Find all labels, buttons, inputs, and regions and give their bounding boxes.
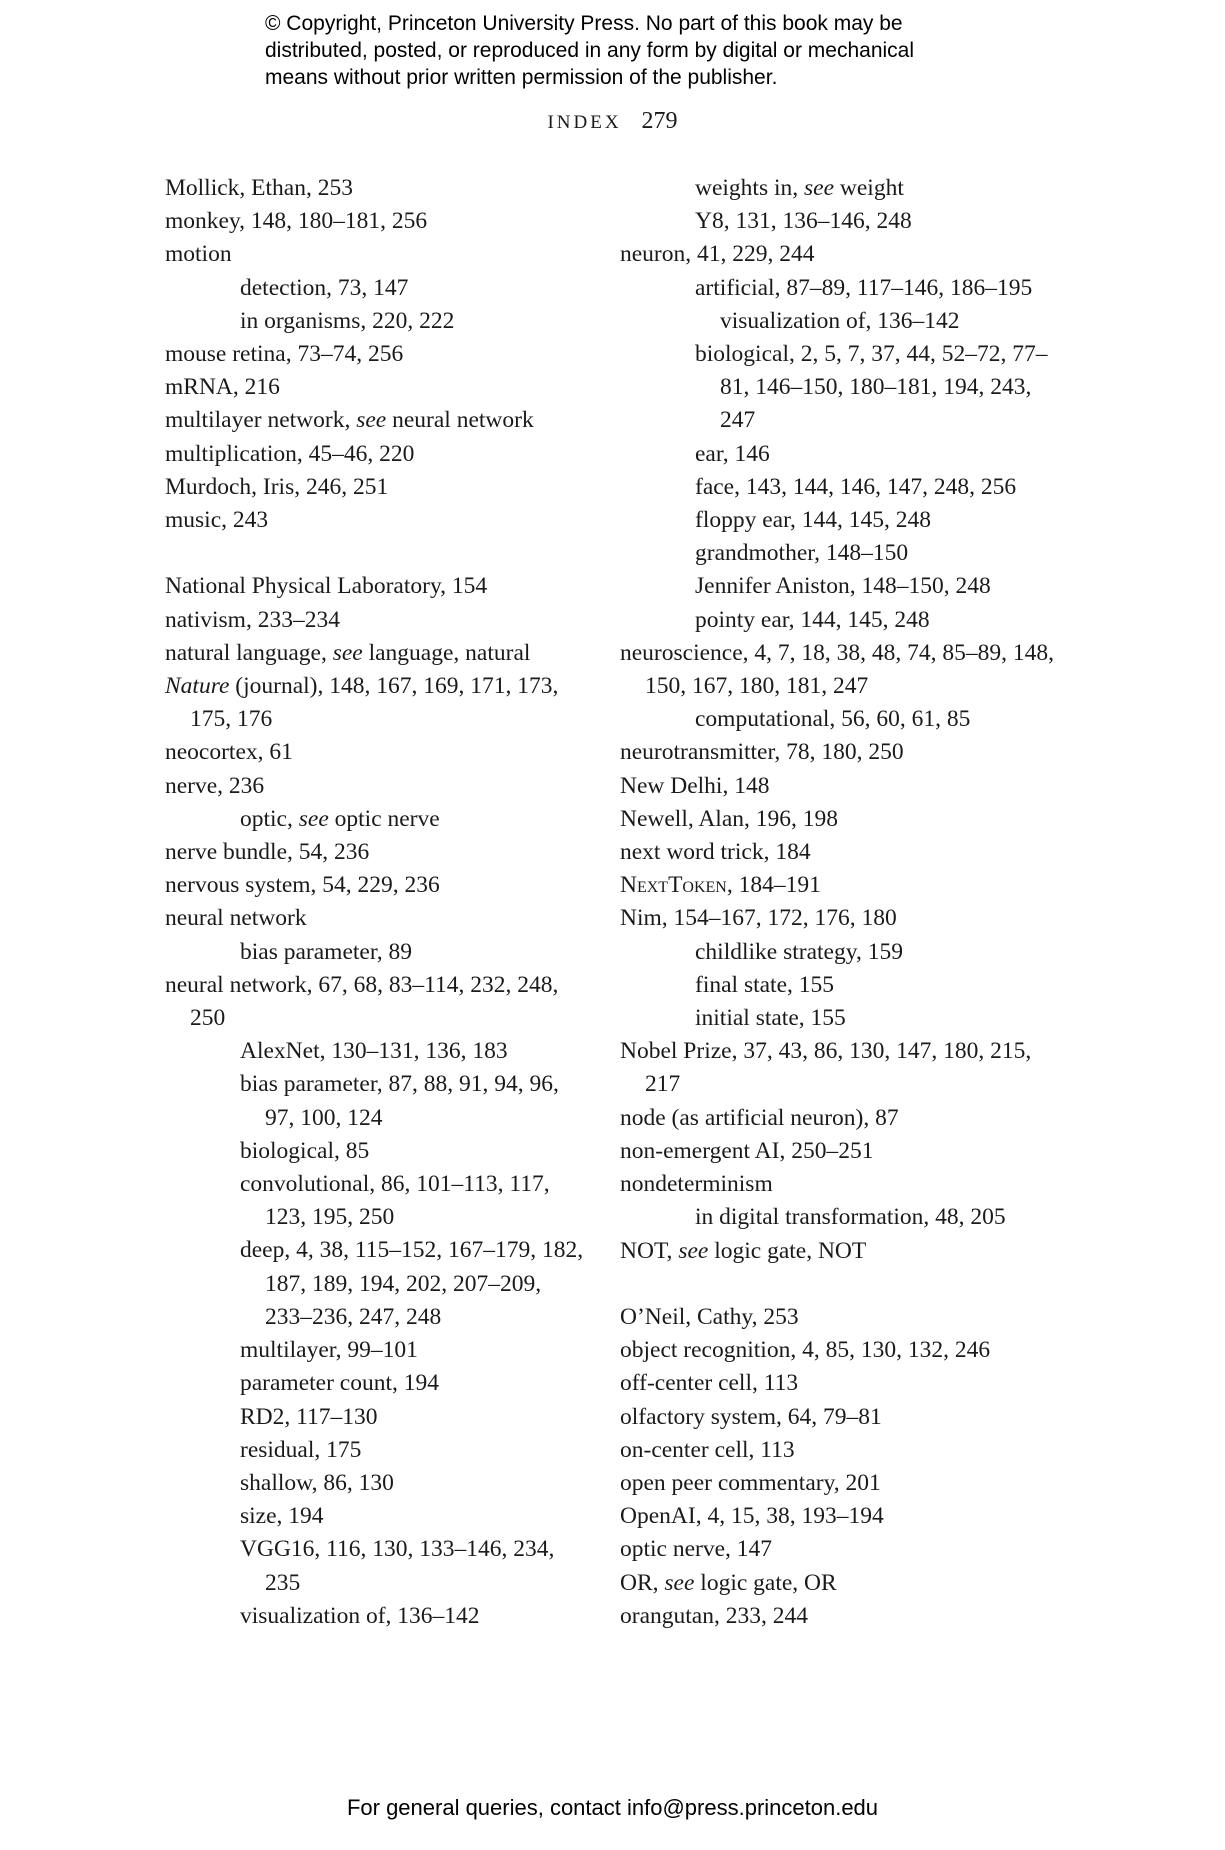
letter-group-gap [165, 537, 585, 570]
index-entry: neuron, 41, 229, 244 [620, 241, 815, 268]
index-entry: neural network [165, 905, 307, 932]
section-title: INDEX [547, 112, 622, 133]
index-entry: object recognition, 4, 85, 130, 132, 246 [620, 1337, 991, 1364]
index-entry [620, 1567, 1070, 1600]
index-entry [165, 404, 585, 437]
copyright-notice [265, 10, 985, 91]
copyright-line: distributed, posted, or reproduced in any form by digital or mechanical [265, 39, 915, 62]
index-entry: neuroscience, 4, 7, 18, 38, 48, 74, 85–89, 148, 150, 167, 180, 181, 247 [620, 639, 1055, 700]
entry-text: logic gate, NOT [708, 1237, 867, 1264]
index-subentry: detection, 73, 147 [240, 274, 409, 301]
index-subentry: floppy ear, 144, 145, 248 [695, 507, 931, 534]
entry-italic: see [804, 175, 835, 201]
entry-text: optic, [240, 805, 299, 832]
entry-text: weight [834, 175, 904, 201]
index-entry: neurotransmitter, 78, 180, 250 [620, 739, 904, 766]
entry-text: NOT, [620, 1237, 679, 1264]
index-subentry: residual, 175 [240, 1436, 362, 1463]
index-entry: O’Neil, Cathy, 253 [620, 1303, 799, 1330]
index-subentry [165, 803, 585, 836]
entry-italic: Nature [165, 673, 230, 700]
copyright-line: © Copyright, Princeton University Press. No part of this book may be [265, 12, 903, 35]
index-entry: nerve, 236 [165, 772, 265, 799]
index-subentry: multilayer, 99–101 [240, 1337, 418, 1364]
index-entry: neocortex, 61 [165, 739, 293, 766]
index-subentry: VGG16, 116, 130, 133–146, 234, 235 [240, 1536, 555, 1596]
index-entry: olfactory system, 64, 79–81 [620, 1403, 882, 1430]
entry-text: , 184–191 [726, 872, 821, 899]
index-entry: Newell, Alan, 196, 198 [620, 805, 838, 832]
index-entry: node (as artificial neuron), 87 [620, 1104, 899, 1131]
index-entry: monkey, 148, 180–181, 256 [165, 208, 428, 235]
index-subentry: biological, 2, 5, 7, 37, 44, 52–72, 77–81, 146–150, 180–181, 194, 243, 247 [695, 341, 1048, 434]
letter-group-gap [620, 1268, 1070, 1301]
entry-text: language, natural [362, 639, 531, 666]
index-entry: motion [165, 241, 232, 268]
entry-text: logic gate, OR [694, 1569, 837, 1596]
index-subentry: childlike strategy, 159 [695, 938, 903, 965]
index-subentry: final state, 155 [695, 971, 835, 998]
entry-text: neural network [386, 407, 534, 434]
index-subentry: visualization of, 136–142 [240, 1602, 480, 1629]
index-subentry: initial state, 155 [695, 1005, 846, 1032]
index-entry: nondeterminism [620, 1171, 773, 1198]
index-entry: Mollick, Ethan, 253 [165, 175, 353, 201]
index-subentry: shallow, 86, 130 [240, 1469, 394, 1496]
entry-italic: see [356, 407, 387, 434]
index-entry: off-center cell, 113 [620, 1370, 799, 1397]
index-subentry: grandmother, 148–150 [695, 540, 909, 567]
index-subentry: pointy ear, 144, 145, 248 [695, 606, 930, 633]
index-entry: nervous system, 54, 229, 236 [165, 872, 440, 899]
index-entry: mouse retina, 73–74, 256 [165, 341, 404, 368]
entry-italic: see [298, 805, 329, 832]
entry-text: natural language, [165, 639, 333, 666]
index-entry: National Physical Laboratory, 154 [165, 573, 488, 600]
index-entry: nerve bundle, 54, 236 [165, 839, 370, 866]
index-entry: music, 243 [165, 507, 269, 534]
index-subentry: ear, 146 [695, 440, 770, 467]
entry-text: OR, [620, 1569, 665, 1596]
index-entry: mRNA, 216 [165, 374, 280, 401]
index-subentry: artificial, 87–89, 117–146, 186–195 visualization of, 136–142 [695, 274, 1033, 334]
index-subentry: bias parameter, 89 [240, 938, 412, 965]
entry-italic: see [664, 1569, 695, 1596]
index-subentry: Jennifer Aniston, 148–150, 248 [695, 573, 991, 600]
index-subentry: AlexNet, 130–131, 136, 183 [240, 1038, 508, 1065]
index-subentry: bias parameter, 87, 88, 91, 94, 96, 97, 100, 124 [240, 1071, 559, 1131]
index-subentry: in digital transformation, 48, 205 [695, 1204, 1006, 1231]
entry-italic: see [678, 1237, 709, 1264]
index-entry: orangutan, 233, 244 [620, 1602, 808, 1629]
running-header [0, 108, 1225, 135]
index-subentry: RD2, 117–130 [240, 1403, 378, 1430]
index-subentry: face, 143, 144, 146, 147, 248, 256 [695, 473, 1017, 500]
index-entry: OpenAI, 4, 15, 38, 193–194 [620, 1503, 884, 1530]
index-entry: neural network, 67, 68, 83–114, 232, 248, 250 [165, 971, 559, 1032]
index-entry [165, 670, 585, 736]
index-entry: next word trick, 184 [620, 839, 811, 866]
index-column-right [620, 172, 1070, 1633]
page-number: 279 [641, 108, 678, 134]
index-subentry: size, 194 [240, 1503, 324, 1530]
index-entry: New Delhi, 148 [620, 772, 770, 799]
index-entry: multiplication, 45–46, 220 [165, 440, 415, 467]
copyright-line: means without prior written permission of the publisher. [265, 66, 778, 89]
index-subentry [620, 172, 1070, 205]
index-column-left [165, 172, 585, 1633]
index-entry [165, 637, 585, 670]
index-subentry: convolutional, 86, 101–113, 117, 123, 195, 250 [240, 1171, 550, 1231]
index-entry: optic nerve, 147 [620, 1536, 773, 1563]
index-entry: open peer commentary, 201 [620, 1469, 881, 1496]
index-subentry: Y8, 131, 136–146, 248 [695, 208, 912, 235]
index-entry [620, 1235, 1070, 1268]
index-entry: Nim, 154–167, 172, 176, 180 [620, 905, 897, 932]
entry-text: weights in, [695, 175, 805, 201]
entry-text: optic nerve [328, 805, 440, 832]
index-subentry: deep, 4, 38, 115–152, 167–179, 182, 187, 189, 194, 202, 207–209, 233–236, 247, 248 [240, 1237, 584, 1330]
entry-text: multilayer network, [165, 407, 357, 434]
entry-small-caps: NextToken [620, 872, 727, 899]
index-entry: nativism, 233–234 [165, 606, 340, 633]
index-subentry: in organisms, 220, 222 [240, 307, 455, 334]
index-subentry: computational, 56, 60, 61, 85 [695, 706, 971, 733]
entry-italic: see [332, 639, 363, 666]
footer-contact: For general queries, contact info@press.princeton.edu [346, 1795, 879, 1820]
index-entry: Nobel Prize, 37, 43, 86, 130, 147, 180, 215, 217 [620, 1038, 1032, 1098]
index-subentry: parameter count, 194 [240, 1370, 440, 1397]
index-entry: on-center cell, 113 [620, 1436, 795, 1463]
index-subentry: biological, 85 [240, 1137, 370, 1164]
index-entry [620, 869, 1070, 902]
index-entry: non-emergent AI, 250–251 [620, 1137, 874, 1164]
index-entry: Murdoch, Iris, 246, 251 [165, 473, 389, 500]
entry-text: (journal), 148, 167, 169, 171, 173, 175, 176 [190, 673, 559, 733]
